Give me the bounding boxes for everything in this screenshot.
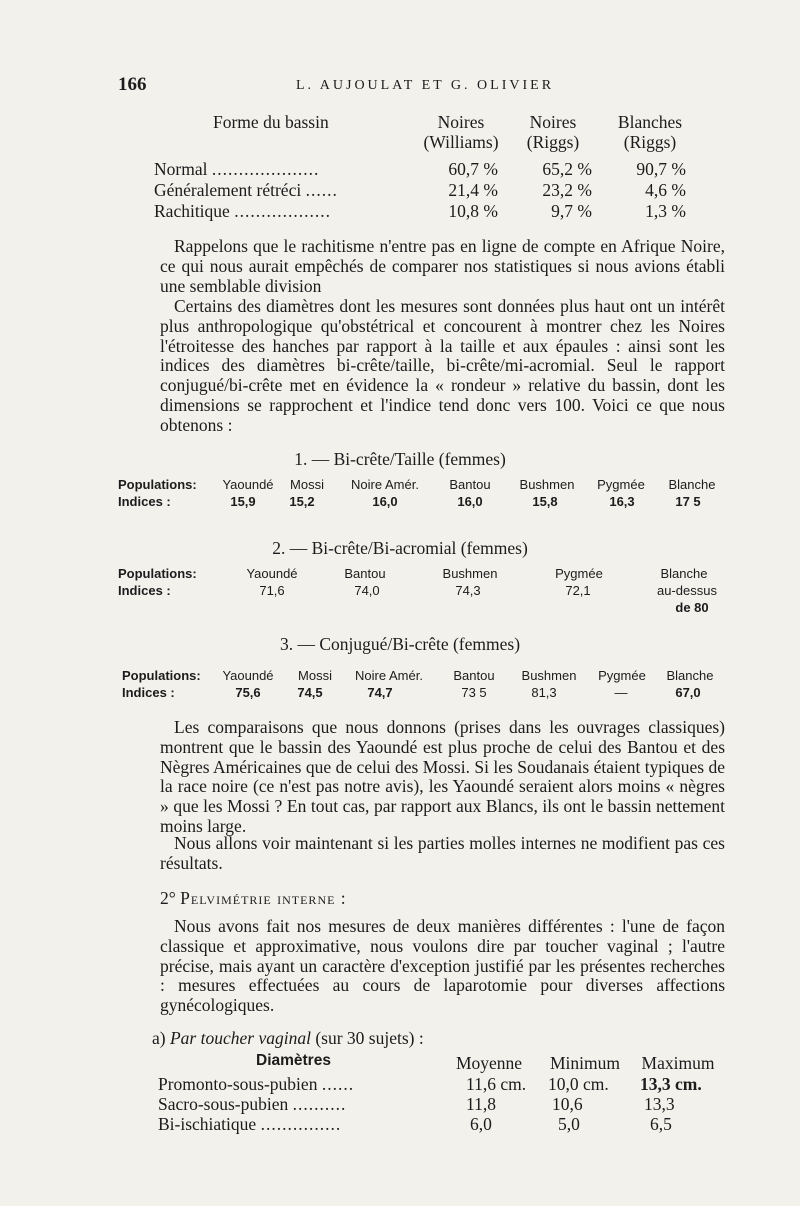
index3-value: — [614,685,628,700]
index3-title: 3. — Conjugué/Bi-crête (femmes) [279,634,521,654]
page-number: 166 [118,74,147,95]
index3-populations-label: Populations: [122,668,201,683]
table1-header-col2-sub: (Williams) [423,132,499,152]
index1-population: Mossi [290,477,324,492]
cell-value: 65,2 % [542,159,592,179]
index1-indices-label: Indices : [118,494,171,509]
cell-moyenne: 11,6 cm. [466,1074,527,1094]
subsection-rest: (sur 30 sujets) : [315,1028,424,1048]
table-row [154,200,331,223]
index2-population: Bushmen [442,566,498,581]
index1-population: Pygmée [597,477,645,492]
index2-population: Blanche [660,566,708,581]
index3-population: Mossi [298,668,332,683]
cell-minimum: 5,0 [558,1114,580,1134]
table1-header-col2: Noires [437,112,485,132]
index1-value: 15,2 [289,494,315,509]
index1-population: Bantou [449,477,491,492]
subsection-title: Par toucher vaginal [169,1028,311,1048]
index1-value: 16,0 [372,494,398,509]
table2-header-maximum: Maximum [641,1053,715,1073]
index2-population: Pygmée [555,566,603,581]
index2-value: 71,6 [259,583,285,598]
cell-moyenne: 6,0 [470,1114,492,1134]
row-label: Sacro-sous-pubien [158,1094,289,1114]
index3-value: 73 5 [461,685,487,700]
table1-header-col1: Forme du bassin [213,112,329,132]
section-title: Pelvimétrie interne : [180,888,347,908]
cell-value: 21,4 % [448,180,498,200]
index3-population: Blanche [666,668,714,683]
cell-value: 10,8 % [448,201,498,221]
table-row [154,158,319,181]
index1-value: 15,9 [230,494,256,509]
index1-population: Bushmen [519,477,575,492]
index2-value: 74,3 [455,583,481,598]
index1-value: 17 5 [675,494,701,509]
index1-populations-label: Populations: [118,477,197,492]
leader-dots: ............... [260,1114,342,1134]
cell-value: 9,7 % [551,201,592,221]
subsection-letter: a) [152,1028,166,1048]
index2-value: 72,1 [565,583,591,598]
index1-value: 16,0 [457,494,483,509]
leader-dots: .................... [211,159,320,179]
index2-extra: de 80 [675,600,709,615]
row-label: Généralement rétréci [154,180,302,200]
row-label: Promonto-sous-pubien [158,1074,318,1094]
cell-moyenne: 11,8 [466,1094,496,1114]
row-label: Normal [154,159,208,179]
leader-dots: ...... [305,180,338,200]
leader-dots: .......... [292,1094,347,1114]
cell-value: 1,3 % [645,201,686,221]
table1-header-col4-sub: (Riggs) [623,132,677,152]
cell-maximum: 13,3 [644,1094,675,1114]
index2-population: Yaoundé [246,566,298,581]
cell-value: 23,2 % [542,180,592,200]
cell-maximum: 13,3 cm. [640,1074,702,1094]
index1-population: Blanche [668,477,716,492]
index3-indices-label: Indices : [122,685,175,700]
table1-header-col3: Noires [529,112,577,132]
index3-value: 75,6 [235,685,261,700]
index2-value: 74,0 [354,583,380,598]
index1-population: Yaoundé [222,477,274,492]
index3-population: Bantou [453,668,495,683]
index3-value: 74,5 [297,685,323,700]
cell-maximum: 6,5 [650,1114,672,1134]
cell-minimum: 10,0 cm. [548,1074,609,1094]
running-header-authors: L. AUJOULAT ET G. OLIVIER [296,78,555,93]
cell-minimum: 10,6 [552,1094,583,1114]
index3-population: Bushmen [521,668,577,683]
cell-value: 4,6 % [645,180,686,200]
index2-value: au-dessus [657,583,717,598]
subsection-heading [152,1028,424,1049]
row-label: Bi-ischiatique [158,1114,257,1134]
section-heading [160,888,347,909]
index3-value: 81,3 [531,685,557,700]
table1-header-col3-sub: (Riggs) [526,132,580,152]
index3-population: Yaoundé [222,668,274,683]
index3-value: 67,0 [675,685,701,700]
table-row [158,1113,341,1136]
paragraph-parties-molles: Nous allons voir maintenant si les parties molles internes ne modifient pas ces résultats. [160,833,725,873]
index1-value: 16,3 [609,494,635,509]
cell-value: 60,7 % [448,159,498,179]
paragraph-diametres: Certains des diamètres dont les mesures sont données plus haut ont un intérêt plus anthropologique qu'obstétrical et concourent à montrer chez les Noires l'étroitesse des hanches par rapport à la taille et aux épaules : ainsi sont les indices des diamètres bi-crête/taille, bi-crête/mi-acromial. Seul le rapport conjugué/bi-crête met en évidence la « rondeur » relative du bassin, dont les dimensions se rapprochent et l'indice tend donc vers 100. Voici ce que nous obtenons : [160,296,725,435]
paragraph-mesures: Nous avons fait nos mesures de deux manières différentes : l'une de façon classique et approximative, nous voulons dire par toucher vaginal ; l'autre précise, mais ayant un caractère d'exception justifié par les présentes recherches : mesures effectuées au cours de laparotomie pour diverses affections gynécologiques. [160,916,725,1016]
index3-value: 74,7 [367,685,393,700]
cell-value: 90,7 % [636,159,686,179]
leader-dots: ...... [321,1074,355,1094]
table-row [154,179,338,202]
paragraph-rachitisme: Rappelons que le rachitisme n'entre pas en ligne de compte en Afrique Noire, ce qui nous aurait empêchés de comparer nos statistiques si nous avions établi une semblable division [160,236,725,296]
table2-header-minimum: Minimum [549,1053,620,1073]
table2-header-moyenne: Moyenne [455,1053,523,1073]
section-number: 2° [160,888,176,908]
index2-population: Bantou [344,566,386,581]
table2-header-diametres: Diamètres [256,1052,331,1069]
index3-population: Pygmée [598,668,646,683]
index2-indices-label: Indices : [118,583,171,598]
index3-population: Noire Amér. [355,668,423,683]
paragraph-comparaisons: Les comparaisons que nous donnons (prises dans les ouvrages classiques) montrent que le bassin des Yaoundé est plus proche de celui des Bantou et des Nègres Américaines que de celui des Mossi. Si les Soudanais étaient typiques de la race noire (ce n'est pas notre avis), les Yaoundé seraient alors moins « nègres » que les Mossi ? En tout cas, par rapport aux Blancs, ils ont le bassin nettement moins large. [160,717,725,836]
table1-header-col4: Blanches [617,112,683,132]
index2-title: 2. — Bi-crête/Bi-acromial (femmes) [272,538,528,558]
leader-dots: .................. [234,201,331,221]
index1-population: Noire Amér. [351,477,419,492]
row-label: Rachitique [154,201,230,221]
index1-value: 15,8 [532,494,558,509]
index1-title: 1. — Bi-crête/Taille (femmes) [294,449,506,469]
index2-populations-label: Populations: [118,566,197,581]
